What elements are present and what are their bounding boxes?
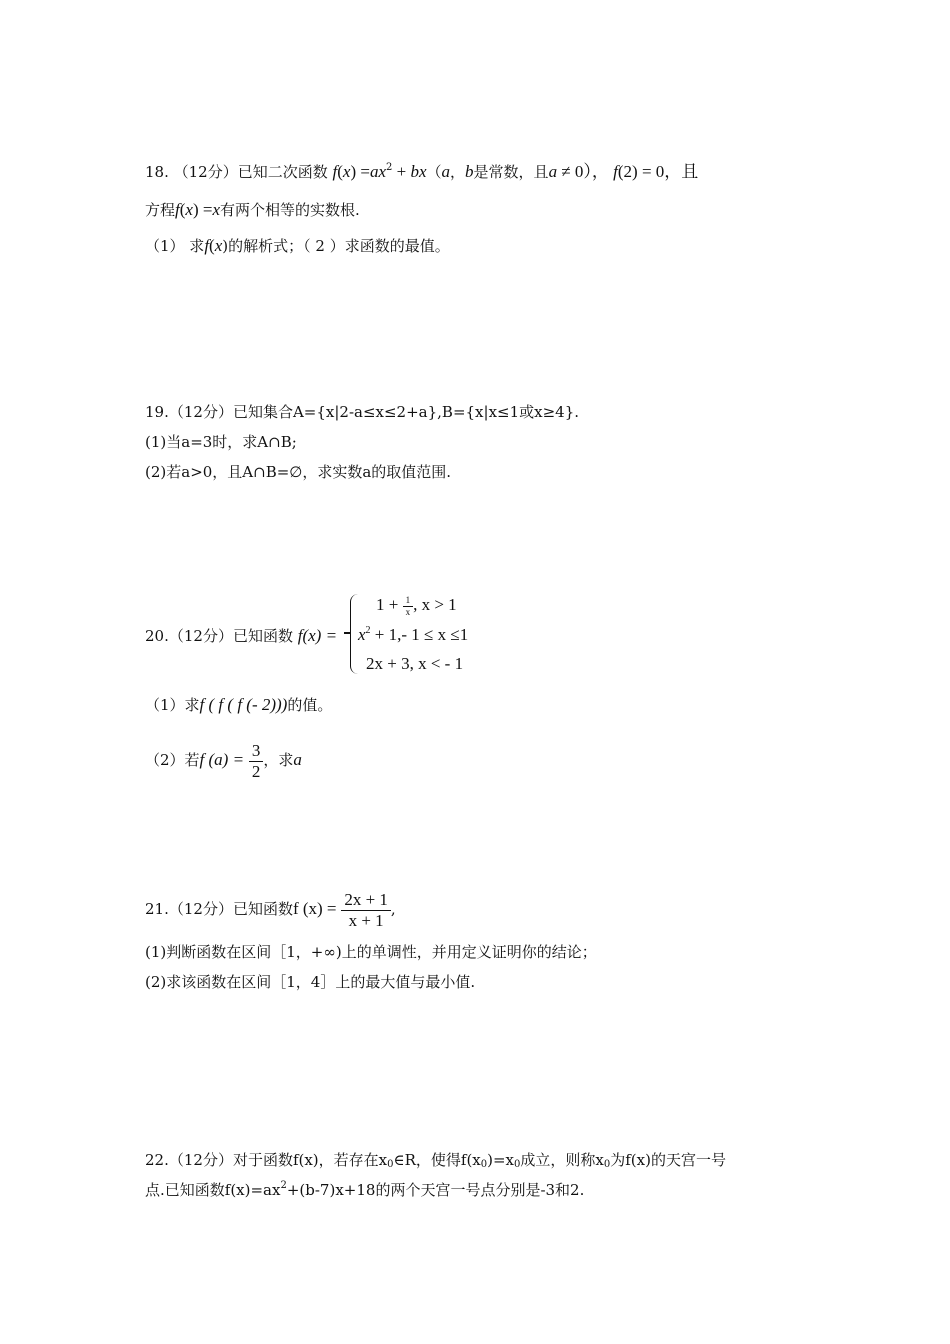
q20-part2 [145, 738, 302, 782]
math-var: f [204, 236, 210, 255]
math-var: x [358, 625, 366, 644]
q21-line3: (2)求该函数在区间［1，4］上的最大值与最小值. [145, 973, 476, 991]
numerator: 3 [249, 742, 264, 762]
q18-line2 [145, 200, 360, 220]
q20-text: （2）若 [145, 751, 200, 769]
q20-line1 [145, 626, 337, 646]
piecewise-definition [340, 592, 500, 678]
math-var: a [293, 750, 302, 769]
q22-text: +(b-7)x+18的两个天宫一号点分别是-3和2. [286, 1181, 585, 1199]
math-var: ax [369, 162, 386, 181]
math-var: x [212, 200, 221, 219]
math: ( [337, 162, 343, 181]
math-var: x [185, 200, 193, 219]
q18-text: （ [426, 163, 442, 181]
q21-line2: (1)判断函数在区间［1，+∞)上的单调性，并用定义证明你的结论； [145, 943, 597, 961]
fraction [249, 742, 264, 781]
math: (2) = 0，且 [617, 162, 699, 181]
math: ) = [192, 200, 213, 219]
q18-line1 [145, 162, 698, 182]
q22-text: ∈R，使得f(x [393, 1151, 481, 1169]
denominator: x + 1 [348, 910, 384, 930]
math: 1 + [376, 595, 399, 614]
q19-line1: 19.（12分）已知集合A={x|2-a≤x≤2+a},B={x|x≤1或x≥4}. [145, 403, 580, 421]
math: ( [209, 236, 215, 255]
q20-text: 的值。 [287, 696, 333, 714]
math: f(x) = [297, 626, 338, 645]
q20-text: ，求 [263, 751, 294, 769]
q18-text: （1） 求 [145, 237, 205, 255]
q19-line2: (1)当a=3时，求A∩B; [145, 433, 297, 451]
math-var: x [342, 162, 351, 181]
math: + [392, 162, 411, 181]
numerator: 1 [403, 596, 414, 607]
math: ≠ 0）， [557, 162, 614, 181]
q18-text: 是常数，且 [473, 163, 549, 181]
math-var: b [465, 162, 474, 181]
math: 2x + 3, x < - 1 [366, 654, 464, 673]
math-var: a [548, 162, 558, 181]
math: f ( f ( f (- 2))) [199, 695, 288, 714]
math: + 1,- 1 ≤ x ≤1 [370, 625, 469, 644]
subscript: 0 [603, 1159, 611, 1170]
q22-text: 点.已知函数f(x)=ax [145, 1181, 281, 1199]
q22-text: 为f(x)的天宫一号 [610, 1151, 726, 1169]
math: f (x) = [292, 899, 337, 918]
q22-line2 [145, 1180, 584, 1200]
fraction [403, 596, 414, 617]
subscript: 0 [480, 1159, 488, 1170]
math: , x > 1 [413, 595, 457, 614]
q21-text: 21.（12分）已知函数 [145, 900, 293, 918]
math: ) = [350, 162, 370, 181]
case-3 [366, 654, 463, 674]
superscript: 2 [365, 625, 371, 636]
fraction [341, 891, 391, 930]
subscript: 0 [514, 1159, 521, 1170]
q22-line1 [145, 1150, 726, 1170]
subscript: 0 [387, 1159, 394, 1170]
q18-text: 有两个相等的实数根. [220, 201, 360, 219]
math-var: a [441, 162, 451, 181]
q19-line3: (2)若a>0，且A∩B=∅，求实数a的取值范围. [145, 463, 452, 481]
math: f (a) = [199, 750, 245, 769]
q20-part1 [145, 695, 332, 715]
q18-text: )的解析式；（ 2 ）求函数的最值。 [222, 237, 450, 255]
q20-text: 20.（12分）已知函数 [145, 627, 293, 645]
q18-text: 方程 [145, 201, 176, 219]
q18-text: ， [450, 163, 466, 181]
case-2 [358, 625, 468, 645]
superscript: 2 [280, 1180, 287, 1191]
q22-text: 成立，则称x [520, 1151, 604, 1169]
denominator: x [405, 606, 411, 617]
math-var: bx [410, 162, 427, 181]
numerator: 2x + 1 [341, 891, 391, 911]
math: ( [179, 200, 186, 219]
q18-text: 18. （12分）已知二次函数 [145, 163, 328, 181]
math-var: f [332, 162, 338, 181]
q20-text: （1）求 [145, 696, 200, 714]
math-var: f [175, 200, 180, 219]
q21-line1 [145, 886, 396, 932]
denominator: 2 [251, 761, 261, 781]
q22-text: )=x [487, 1151, 515, 1169]
math-var: x [214, 236, 223, 255]
q22-text: 22.（12分）对于函数f(x)，若存在x [145, 1151, 388, 1169]
math-var: f [613, 162, 618, 181]
superscript: 2 [386, 162, 393, 173]
case-1 [376, 595, 457, 617]
q21-text: , [390, 900, 396, 918]
left-brace-tip [344, 632, 351, 634]
q18-line3 [145, 236, 450, 256]
